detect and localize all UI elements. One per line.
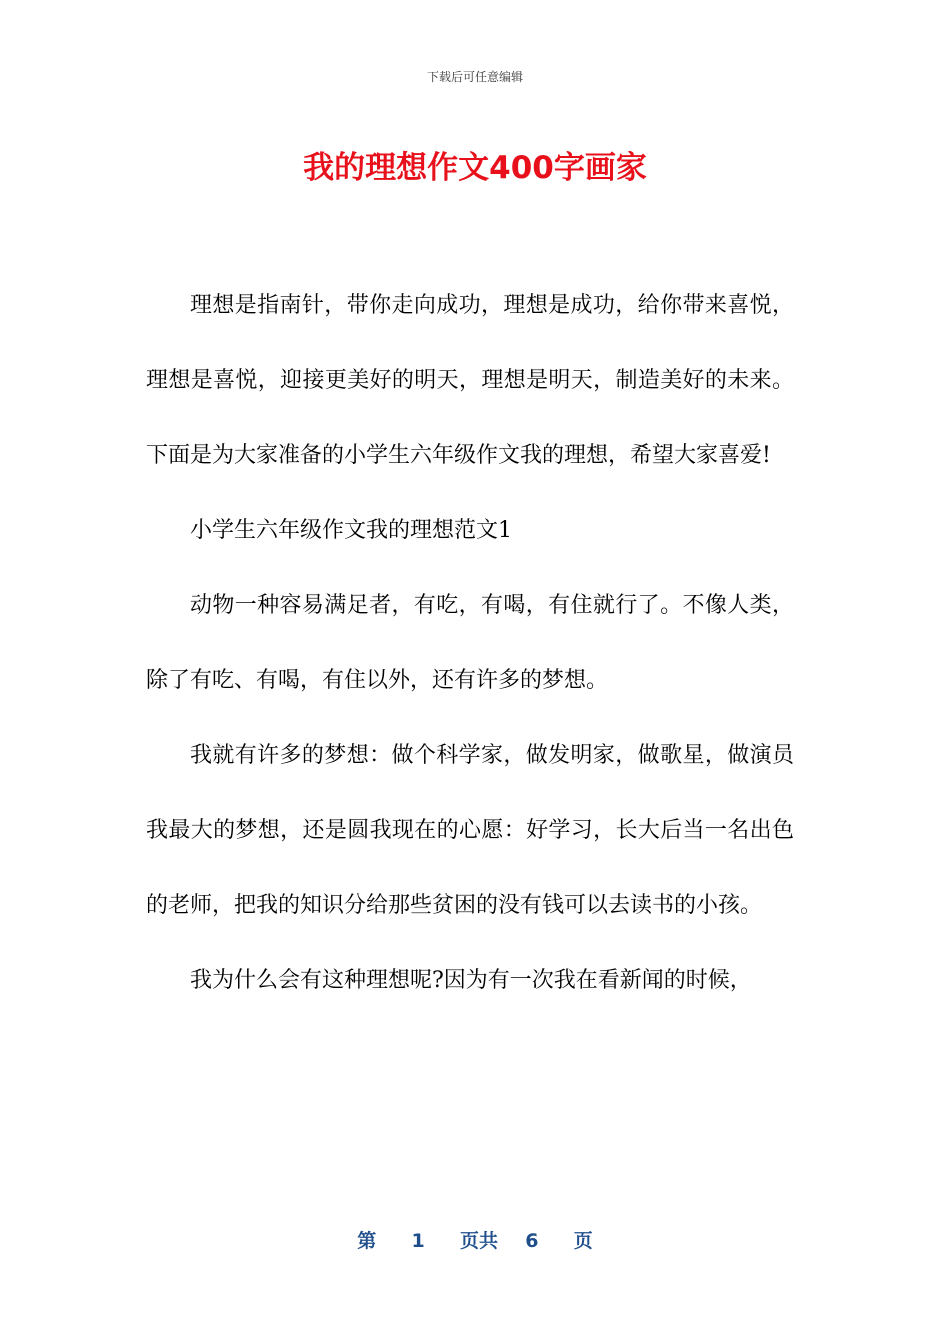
footer-total-pages: 6 xyxy=(525,1230,539,1252)
document-title: 我的理想作文400字画家 xyxy=(303,150,647,186)
paragraph-intro: 理想是指南针，带你走向成功，理想是成功，给你带来喜悦，理想是喜悦，迎接更美好的明天，理想是明天，制造美好的未来。下面是为大家准备的小学生六年级作文我的理想，希望大家喜爱! xyxy=(146,293,794,468)
paragraph-animals: 动物一种容易满足者，有吃，有喝，有住就行了。不像人类，除了有吃、有喝，有住以外，还有许多的梦想。 xyxy=(146,593,794,693)
header-note: 下载后可任意编辑 xyxy=(426,70,523,84)
footer-prefix: 第 xyxy=(357,1230,377,1252)
section-heading: 小学生六年级作文我的理想范文1 xyxy=(190,518,512,543)
footer-current-page: 1 xyxy=(411,1230,425,1252)
paragraph-dreams: 我就有许多的梦想：做个科学家，做发明家，做歌星，做演员我最大的梦想，还是圆我现在的心愿：好学习，长大后当一名出色的老师，把我的知识分给那些贫困的没有钱可以去读书的小孩。 xyxy=(146,743,794,918)
document-body xyxy=(146,268,794,1018)
footer-middle: 页共 xyxy=(459,1230,498,1252)
footer-suffix: 页 xyxy=(573,1230,593,1252)
page-footer xyxy=(0,1226,950,1253)
paragraph-why: 我为什么会有这种理想呢?因为有一次我在看新闻的时候， xyxy=(190,968,752,993)
